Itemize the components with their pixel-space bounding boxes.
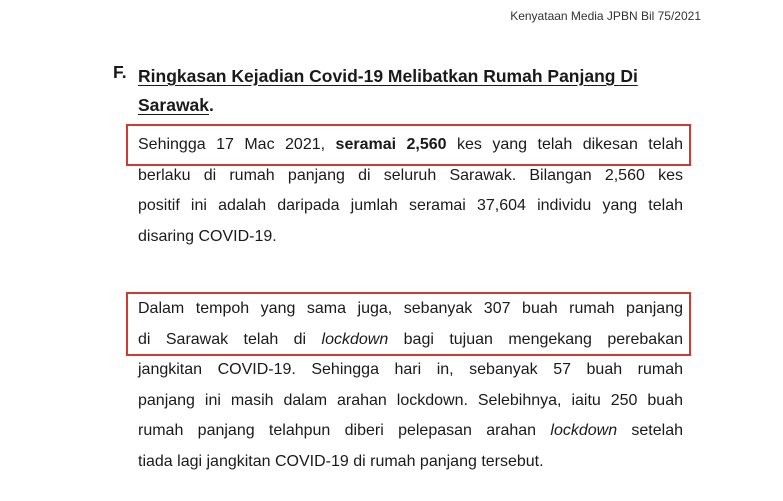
- para1-line2: berlaku di rumah panjang di seluruh Sarawak. Bilangan 2,560 kes: [138, 166, 683, 184]
- section-letter: F.: [113, 62, 127, 82]
- para1-line4: disaring COVID-19.: [138, 227, 277, 245]
- para2-line5-start: rumah panjang telahpun diberi pelepasan arahan: [138, 422, 551, 439]
- para2-line3: jangkitan COVID-19. Sehingga hari in, sebanyak 57 buah rumah: [138, 361, 683, 378]
- para2-line2-start: di Sarawak telah di: [138, 330, 322, 348]
- section-title: [138, 62, 718, 120]
- para2-line1: Dalam tempoh yang sama juga, sebanyak 307 buah rumah panjang: [138, 300, 683, 317]
- para2-line5-end: setelah: [617, 422, 684, 439]
- para2-line5: [138, 416, 683, 447]
- para1-line1-end: kes yang telah dikesan telah: [446, 136, 684, 153]
- para1-line1-start: Sehingga 17 Mac 2021,: [138, 136, 336, 153]
- para1-line1: [138, 130, 683, 161]
- section-title-line2: Sarawak: [138, 95, 210, 115]
- para2-line2-end: bagi tujuan mengekang perebakan: [388, 330, 683, 348]
- case-count-bold: seramai 2,560: [335, 136, 447, 153]
- para1-line3: positif ini adalah daripada jumlah seramai 37,604 individu yang telah: [138, 197, 683, 214]
- para2-line4: panjang ini masih dalam arahan lockdown. Selebihnya, iaitu 250 buah: [138, 391, 683, 409]
- document-reference: Kenyataan Media JPBN Bil 75/2021: [510, 9, 701, 23]
- section-title-period: .: [209, 95, 214, 115]
- paragraph-longhouse-lockdown: [138, 294, 683, 477]
- lockdown-italic-1: lockdown: [321, 330, 389, 348]
- lockdown-italic-2: lockdown: [550, 422, 618, 439]
- section-title-line1: Ringkasan Kejadian Covid-19 Melibatkan Rumah Panjang Di: [138, 66, 638, 86]
- para2-line6: tiada lagi jangkitan COVID-19 di rumah panjang tersebut.: [138, 452, 544, 470]
- paragraph-longhouse-cases: [138, 130, 683, 252]
- para2-line2: [138, 325, 683, 356]
